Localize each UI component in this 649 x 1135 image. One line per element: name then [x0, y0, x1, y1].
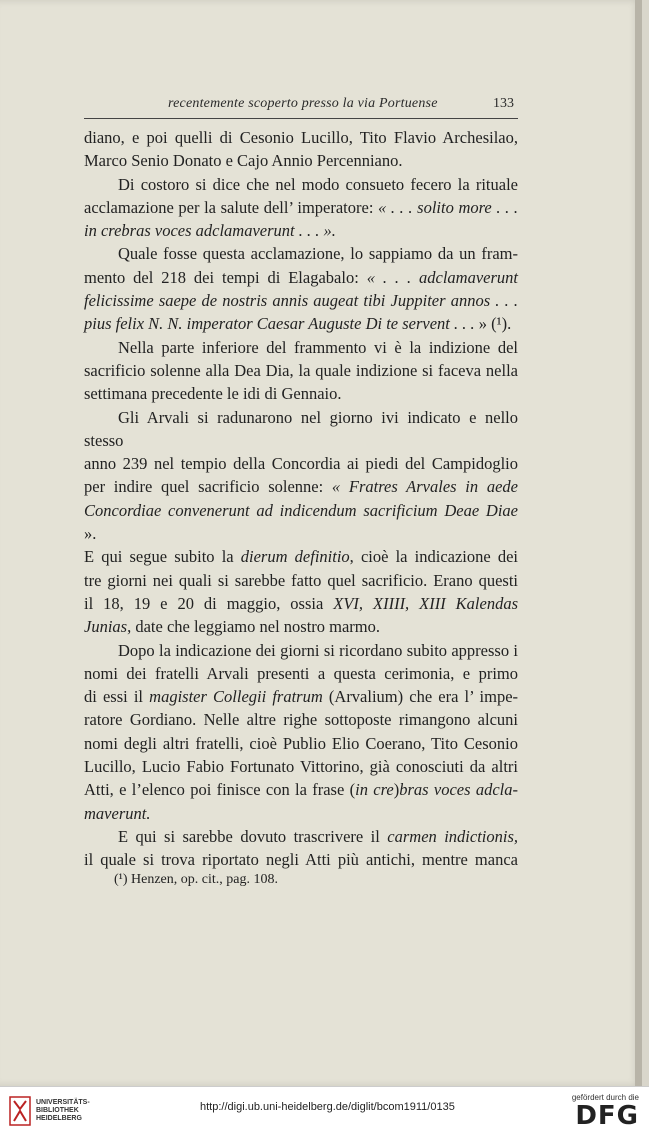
text-line: mento del 218 dei tempi di Elagabalo: « . . . adclamaverunt [84, 267, 518, 287]
permalink[interactable]: http://digi.ub.uni-heidelberg.de/diglit/bcom1911/0135 [200, 1101, 455, 1113]
body-text [84, 126, 518, 872]
text-line: Di costoro si dice che nel modo consueto fecero la rituale [118, 174, 518, 194]
text-line: nomi degli altri fratelli, cioè Publio Elio Coerano, Tito Cesonio [84, 733, 518, 753]
header-rule [84, 118, 518, 119]
dfg-logo: DFG [575, 1101, 639, 1131]
text-line: Marco Senio Donato e Cajo Annio Percenniano. [84, 151, 403, 171]
library-line: HEIDELBERG [36, 1115, 82, 1122]
text-line: in crebras voces adclamaverunt . . . ». [84, 221, 336, 241]
footer-bar [0, 1086, 649, 1135]
text-line: Nella parte inferiore del frammento vi è la indizione del [118, 337, 518, 357]
text-line: E qui segue subito la dierum definitio, cioè la indicazione dei [84, 547, 519, 567]
library-name [36, 1099, 90, 1123]
text-line: il 18, 19 e 20 di maggio, ossia XVI, XIIII, XIII Kalendas [84, 593, 519, 613]
text-line: acclamazione per la salute dell’ imperatore: « . . . solito more . . . [84, 197, 518, 217]
running-title: recentemente scoperto presso la via Portuense [168, 96, 438, 111]
text-line: per indire quel sacrificio solenne: « Fratres Arvales in aede [84, 477, 518, 497]
library-line: BIBLIOTHEK [36, 1107, 79, 1114]
text-line: pius felix N. N. imperator Caesar Auguste Di te servent . . . » (¹). [84, 314, 512, 334]
running-header [84, 96, 518, 118]
text-line: Atti, e l’elenco poi finisce con la frase (in cre)bras voces adcla- [84, 780, 518, 800]
text-line: ratore Gordiano. Nelle altre righe sottoposte rimangono alcuni [84, 710, 518, 730]
text-line: Gli Arvali si radunarono nel giorno ivi indicato e nello stesso [84, 407, 518, 450]
text-line: E qui si sarebbe dovuto trascrivere il carmen indictionis, [118, 826, 518, 846]
text-line: il quale si trova riportato negli Atti più antichi, mentre manca [84, 850, 518, 870]
text-line: maverunt. [84, 803, 151, 823]
text-line: nomi dei fratelli Arvali presenti a questa cerimonia, e primo [84, 663, 518, 683]
text-line: tre giorni nei quali si sarebbe fatto quel sacrificio. Erano questi [84, 570, 518, 590]
text-line: Quale fosse questa acclamazione, lo sappiamo da un fram- [118, 244, 518, 264]
text-line: Dopo la indicazione dei giorni si ricordano subito appresso i [118, 640, 518, 660]
text-line: felicissime saepe de nostris annis augeat tibi Juppiter annos . . . [84, 291, 518, 311]
text-line: sacrificio solenne alla Dea Dia, la quale indizione si faceva nella [84, 360, 518, 380]
text-line: settimana precedente le idi di Gennaio. [84, 384, 342, 404]
text-line: anno 239 nel tempio della Concordia ai piedi del Campidoglio [84, 454, 518, 474]
page-edge-shadow [635, 0, 642, 1086]
text-line: di essi il magister Collegii fratrum (Arvalium) che era l’ impe- [84, 687, 519, 707]
funding-text: gefördert durch die [571, 1093, 639, 1102]
text-line: Lucillo, Lucio Fabio Fortunato Vittorino, già conosciuti da altri [84, 757, 518, 777]
footnote: (¹) Henzen, op. cit., pag. 108. [114, 872, 278, 887]
text-line: diano, e poi quelli di Cesonio Lucillo, Tito Flavio Archesilao, [84, 128, 518, 147]
library-line: UNIVERSITÄTS- [36, 1099, 90, 1106]
text-line: Concordiae convenerunt ad indicendum sacrificium Deae Diae ». [84, 500, 518, 544]
page-number: 133 [493, 96, 514, 111]
text-line: Junias, date che leggiamo nel nostro marmo. [84, 617, 381, 637]
library-logo-icon [8, 1095, 32, 1127]
